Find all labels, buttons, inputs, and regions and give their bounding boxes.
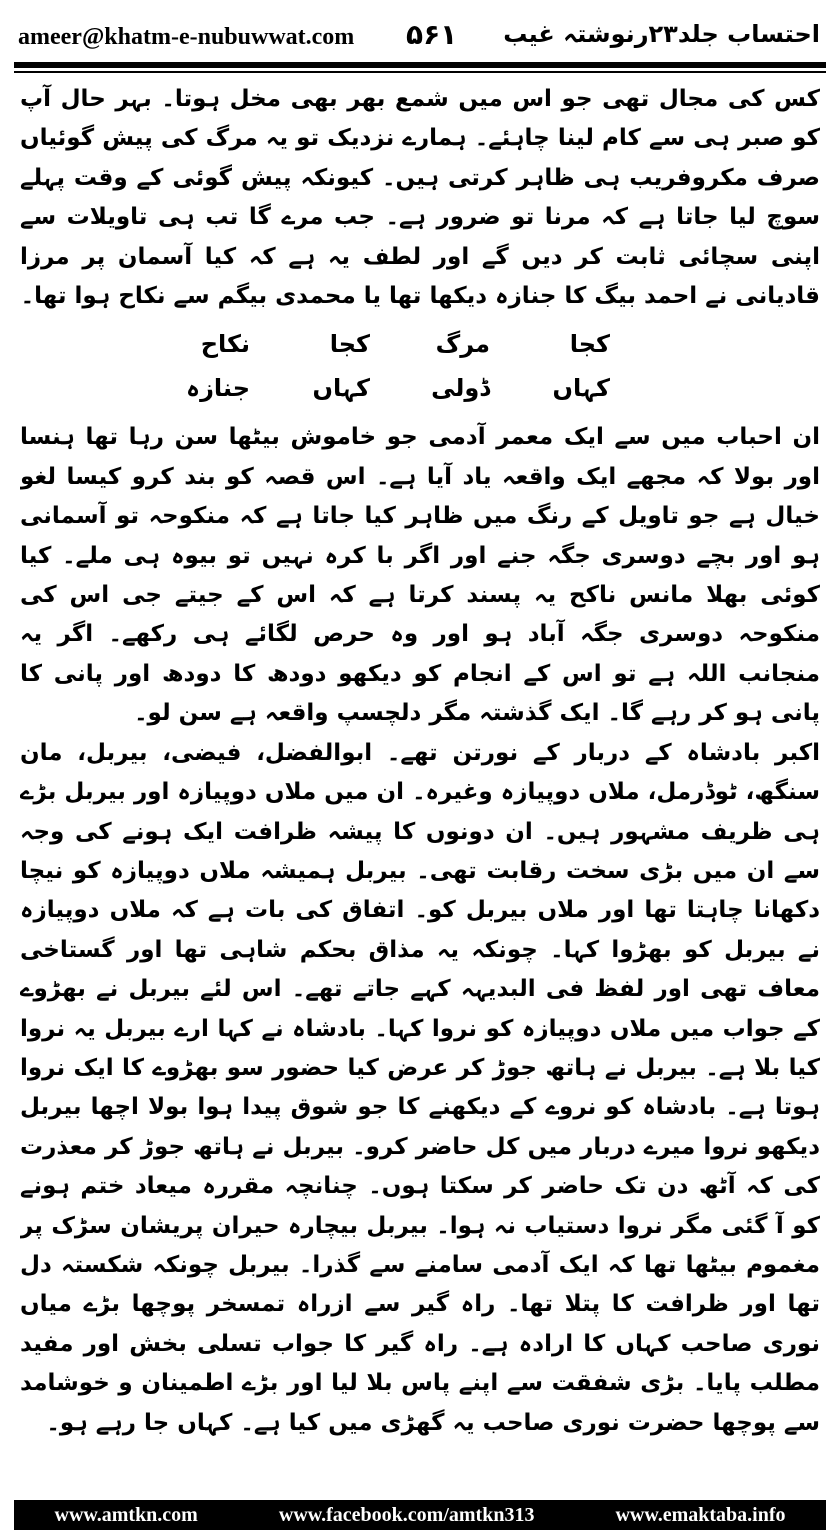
footer-link-facebook[interactable]: www.facebook.com/amtkn313	[278, 1503, 535, 1526]
footer-link-amtkn[interactable]: www.amtkn.com	[54, 1503, 198, 1526]
verse-word: نکاح	[200, 330, 250, 359]
header-rule-thick	[14, 62, 826, 68]
verse-word: مرگ	[435, 330, 490, 359]
verse-word: کجا	[329, 330, 370, 359]
page-footer	[14, 1500, 826, 1530]
page-body	[20, 80, 820, 1482]
paragraph-1: کس کی مجال تھی جو اس میں شمع بھر بھی مخل ہوتا۔ بہر حال آپ کو صبر ہی سے کام لینا چاہئے۔ ہمارے نزدیک تو یہ مرگ کی پیش گوئیاں صرف مکروفریب ہی ظاہر کرتی ہیں۔ کیونکہ پیش گوئی کے وقت پہلے سوچ لیا جاتا ہے کہ مرنا تو ضرور ہے۔ جب مرے گا تب ہی تاویلات سے اپنی سچائی ثابت کر دیں گے اور لطف یہ ہے کہ کیا آسمان پر مرزا قادیانی نے احمد بیگ کا جنازہ دیکھا تھا یا محمدی بیگم سے نکاح ہوا تھا۔	[20, 86, 820, 310]
footer-link-emaktaba[interactable]: www.emaktaba.info	[615, 1503, 786, 1526]
page-number: ۵۶۱	[406, 18, 458, 51]
verse-block	[20, 322, 820, 410]
paragraph-2: ان احباب میں سے ایک معمر آدمی جو خاموش بیٹھا سن رہا تھا ہنسا اور بولا کہ مجھے ایک واقعہ یاد آیا ہے۔ اس قصہ کو بند کرو کیسا لغو خیال ہے جو تاویل کے رنگ میں ظاہر کیا جاتا ہے کہ منکوحہ تو آسمانی ہو اور بچے دوسری جگہ جنے اور اگر با کرہ نہیں تو بیوہ ہی ملے۔ کیا کوئی بھلا مانس ناکح یہ پسند کرتا ہے کہ اس کے جیتے جی اس کی منکوحہ دوسری جگہ آباد ہو اور وہ حرص لگائے ہی رکھے۔ اگر یہ منجانب اللہ ہے تو اس کے انجام کو دیکھو دودھ کا دودھ اور پانی کا پانی ہو کر رہے گا۔ ایک گذشتہ مگر دلچسپ واقعہ ہے سن لو۔	[20, 424, 820, 727]
verse-word: ڈولی	[431, 374, 490, 403]
verse-word: کہاں	[552, 374, 610, 403]
verse-row-1	[20, 322, 820, 366]
running-title: احتساب جلد۲۳رنوشتہ غیب	[503, 20, 820, 48]
header-email: ameer@khatm-e-nubuwwat.com	[18, 24, 355, 50]
paragraph-3: اکبر بادشاہ کے دربار کے نورتن تھے۔ ابوالفضل، فیضی، بیربل، مان سنگھ، ٹوڈرمل، ملاں دوپیازہ وغیرہ۔ ان میں ملاں دوپیازہ اور بیربل بڑے ہی ظریف مشہور ہیں۔ ان دونوں کا پیشہ ظرافت ایک ہونے کی وجہ سے ان میں بڑی سخت رقابت تھی۔ بیربل ہمیشہ ملاں دوپیازہ کو نیچا دکھانا چاہتا تھا اور ملاں بیربل کو۔ اتفاق کی بات ہے کہ ملاں دوپیازہ نے بیربل کو بھڑوا کہا۔ چونکہ یہ مذاق بحکم شاہی تھا اور گستاخی معاف تھی اور لفظ فی البدیہہ کہے جاتے تھے۔ اس لئے بیربل نے بھڑوے کے جواب میں ملاں دوپیازہ کو نروا کہا۔ بادشاہ نے کہا ارے بیربل یہ نروا کیا بلا ہے۔ بیربل نے ہاتھ جوڑ کر عرض کیا حضور سو بھڑوے کا ایک نروا ہوتا ہے۔ بادشاہ کو نروے کے دیکھنے کا جو شوق پیدا ہوا بولا اچھا بیربل دیکھو نروا میرے دربار میں کل حاضر کرو۔ بیربل نے ہاتھ جوڑ کر معذرت کی کہ آٹھ دن تک حاضر کر سکتا ہوں۔ چنانچہ مقررہ میعاد ختم ہونے کو آ گئی مگر نروا دستیاب نہ ہوا۔ بیربل بیچارہ حیران پریشان سڑک پر مغموم بیٹھا تھا کہ ایک آدمی سامنے سے گذرا۔ بیربل چونکہ شکستہ دل تھا اور ظرافت کا پتلا تھا۔ راہ گیر سے ازراہ تمسخر پوچھا بڑے میاں نوری صاحب کہاں کا ارادہ ہے۔ راہ گیر کا جواب تسلی بخش اور مفید مطلب پایا۔ بڑی شفقت سے اپنے پاس بلا لیا اور بڑے اطمینان و خوشامد سے پوچھا حضرت نوری صاحب یہ گھڑی میں کیا ہے۔ کہاں جا رہے ہو۔	[20, 739, 820, 1436]
page-header	[14, 14, 826, 58]
header-rule-thin	[14, 71, 826, 73]
verse-word: جنازہ	[186, 374, 250, 403]
verse-word: کہاں	[312, 374, 370, 403]
verse-row-2	[20, 366, 820, 410]
verse-word: کجا	[569, 330, 610, 359]
